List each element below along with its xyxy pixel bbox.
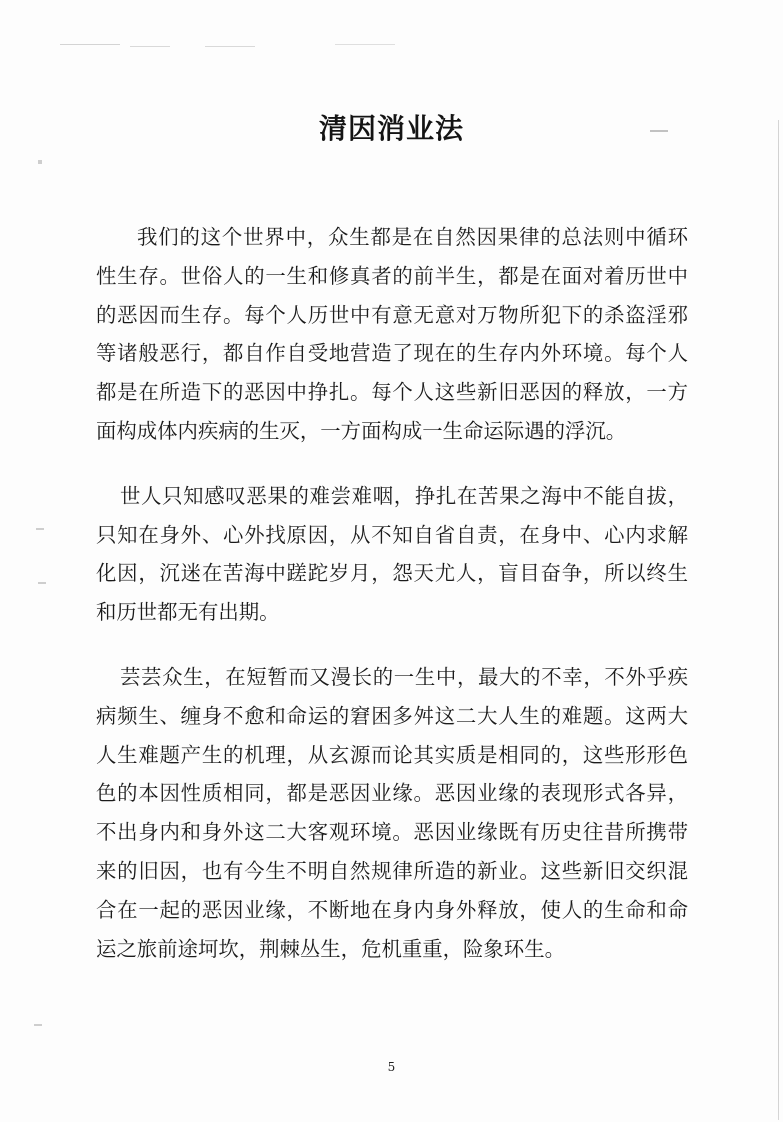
paragraph-2 <box>96 477 688 632</box>
text-line: 不出身内和身外这二大客观环境。恶因业缘既有历史往昔所携带 <box>96 820 688 845</box>
scan-artifact <box>36 528 44 530</box>
text-line: 等诸般恶行，都自作自受地营造了现在的生存内外环境。每个人 <box>96 341 688 366</box>
scan-artifact <box>130 46 170 47</box>
text-line: 来的旧因，也有今生不明自然规律所造的新业。这些新旧交织混 <box>96 858 688 883</box>
scan-edge-line <box>778 120 779 1120</box>
page-title: 清因消业法 <box>318 111 464 145</box>
text-line: 合在一起的恶因业缘，不断地在身内身外释放，使人的生命和命 <box>96 897 688 922</box>
text-line: 性生存。世俗人的一生和修真者的前半生，都是在面对着历世中 <box>96 263 688 288</box>
scan-artifact <box>60 44 120 45</box>
text-line: 色的本因性质相同，都是恶因业缘。恶因业缘的表现形式各异， <box>96 781 688 806</box>
scan-artifact <box>205 46 255 47</box>
paragraph-3 <box>96 658 688 968</box>
text-line: 面构成体内疾病的生灭，一方面构成一生命运际遇的浮沉。 <box>96 418 627 443</box>
scan-artifact <box>38 160 42 164</box>
text-line: 只知在身外、心外找原因，从不知自省自责，在身中、心内求解 <box>96 522 688 547</box>
paragraph-1 <box>96 218 688 451</box>
text-line: 我们的这个世界中，众生都是在自然因果律的总法则中循环 <box>137 225 688 249</box>
scan-artifact <box>335 44 395 45</box>
text-line: 人生难题产生的机理，从玄源而论其实质是相同的，这些形形色 <box>96 742 688 767</box>
text-line: 世人只知感叹恶果的难尝难咽，挣扎在苦果之海中不能自拔， <box>120 483 688 508</box>
text-line: 和历世都无有出期。 <box>96 600 280 625</box>
page-number: 5 <box>387 1060 396 1074</box>
scan-artifact <box>34 1024 42 1026</box>
text-line: 芸芸众生，在短暂而又漫长的一生中，最大的不幸，不外乎疾 <box>120 664 688 689</box>
text-line: 病频生、缠身不愈和命运的窘困多舛这二大人生的难题。这两大 <box>96 703 688 728</box>
text-line: 都是在所造下的恶因中挣扎。每个人这些新旧恶因的释放，一方 <box>96 380 688 405</box>
body-text <box>96 218 688 968</box>
text-line: 的恶因而生存。每个人历世中有意无意对万物所犯下的杀盗淫邪 <box>96 302 688 327</box>
scan-artifact <box>38 582 46 584</box>
text-line: 化因，沉迷在苦海中蹉跎岁月，怨天尤人，盲目奋争，所以终生 <box>96 561 688 586</box>
text-line: 运之旅前途坷坎，荆棘丛生，危机重重，险象环生。 <box>96 936 565 961</box>
